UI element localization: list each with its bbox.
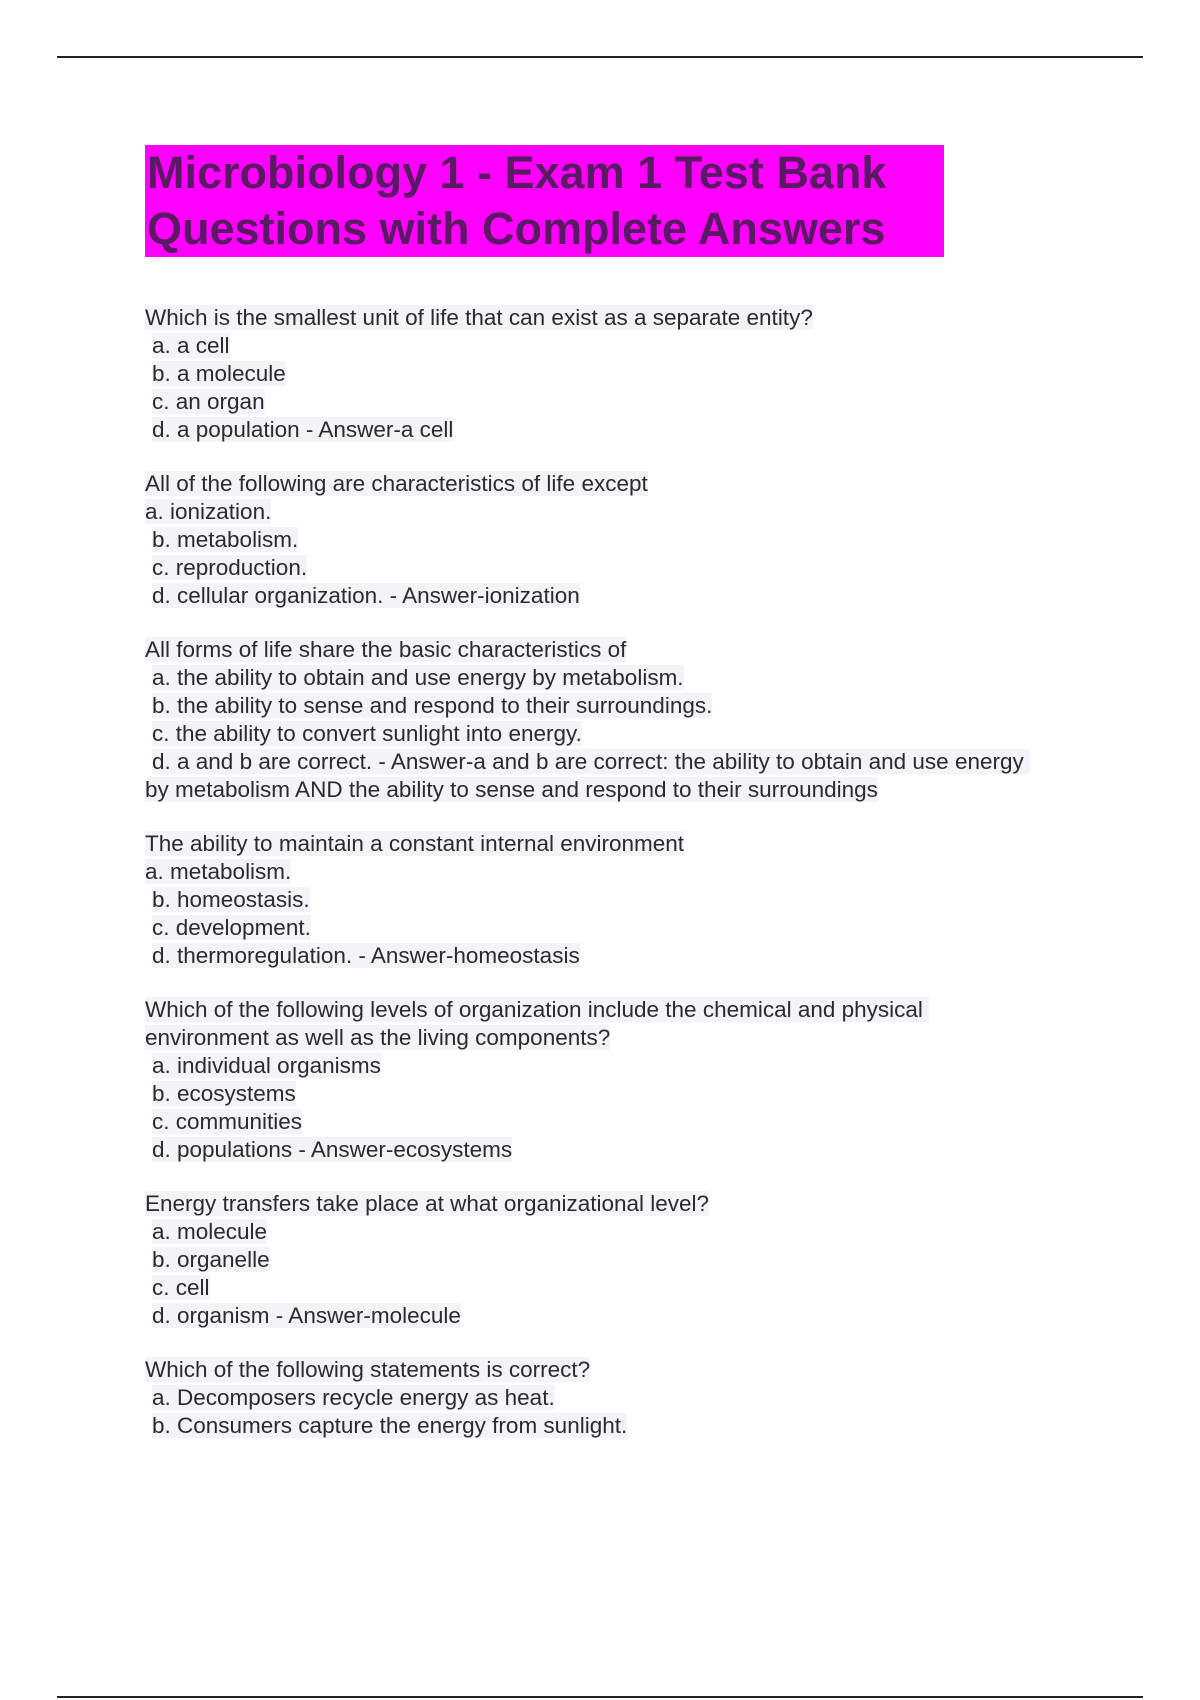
answer-option: b. the ability to sense and respond to their surroundings. xyxy=(152,693,713,718)
answer-option-with-answer: d. a and b are correct. - Answer-a and b are correct: the ability to obtain and use energy by metabolism AND the ability to sense and respond to their surroundings xyxy=(145,749,1031,802)
page-content xyxy=(145,145,1045,1440)
answer-option: a. metabolism. xyxy=(145,859,292,884)
question-2 xyxy=(145,470,1045,610)
answer-option: a. a cell xyxy=(152,333,230,358)
answer-option: b. ecosystems xyxy=(152,1081,296,1106)
question-stem: The ability to maintain a constant internal environment xyxy=(145,831,685,856)
answer-option: a. Decomposers recycle energy as heat. xyxy=(152,1385,555,1410)
answer-option: a. ionization. xyxy=(145,499,272,524)
answer-option: b. organelle xyxy=(152,1247,270,1272)
question-stem: Which of the following levels of organization include the chemical and physical environment as well as the living components? xyxy=(145,997,930,1050)
answer-option: a. molecule xyxy=(152,1219,268,1244)
answer-option: c. development. xyxy=(152,915,311,940)
question-stem: Which is the smallest unit of life that can exist as a separate entity? xyxy=(145,305,813,330)
answer-option: a. individual organisms xyxy=(152,1053,381,1078)
question-1 xyxy=(145,304,1045,444)
question-7 xyxy=(145,1356,1045,1440)
question-5 xyxy=(145,996,1045,1164)
question-stem: All forms of life share the basic characteristics of xyxy=(145,637,627,662)
answer-option: c. cell xyxy=(152,1275,210,1300)
answer-option: c. an organ xyxy=(152,389,265,414)
question-4 xyxy=(145,830,1045,970)
answer-option-with-answer: d. a population - Answer-a cell xyxy=(152,417,454,442)
answer-option-with-answer: d. populations - Answer-ecosystems xyxy=(152,1137,513,1162)
answer-option: b. metabolism. xyxy=(152,527,299,552)
answer-option: a. the ability to obtain and use energy by metabolism. xyxy=(152,665,684,690)
question-stem: Energy transfers take place at what organizational level? xyxy=(145,1191,710,1216)
question-stem: All of the following are characteristics of life except xyxy=(145,471,648,496)
answer-option: c. reproduction. xyxy=(152,555,308,580)
answer-option: b. homeostasis. xyxy=(152,887,310,912)
answer-option: b. Consumers capture the energy from sunlight. xyxy=(152,1413,628,1438)
answer-option-with-answer: d. organism - Answer-molecule xyxy=(152,1303,461,1328)
question-6 xyxy=(145,1190,1045,1330)
answer-option: c. the ability to convert sunlight into energy. xyxy=(152,721,582,746)
top-rule xyxy=(57,56,1143,58)
answer-option: b. a molecule xyxy=(152,361,286,386)
question-stem: Which of the following statements is correct? xyxy=(145,1357,591,1382)
answer-option: c. communities xyxy=(152,1109,303,1134)
answer-option-with-answer: d. cellular organization. - Answer-ionization xyxy=(152,583,580,608)
bottom-rule xyxy=(57,1696,1143,1698)
question-3 xyxy=(145,636,1045,804)
document-title: Microbiology 1 - Exam 1 Test Bank Questions with Complete Answers xyxy=(145,145,944,257)
answer-option-with-answer: d. thermoregulation. - Answer-homeostasis xyxy=(152,943,580,968)
